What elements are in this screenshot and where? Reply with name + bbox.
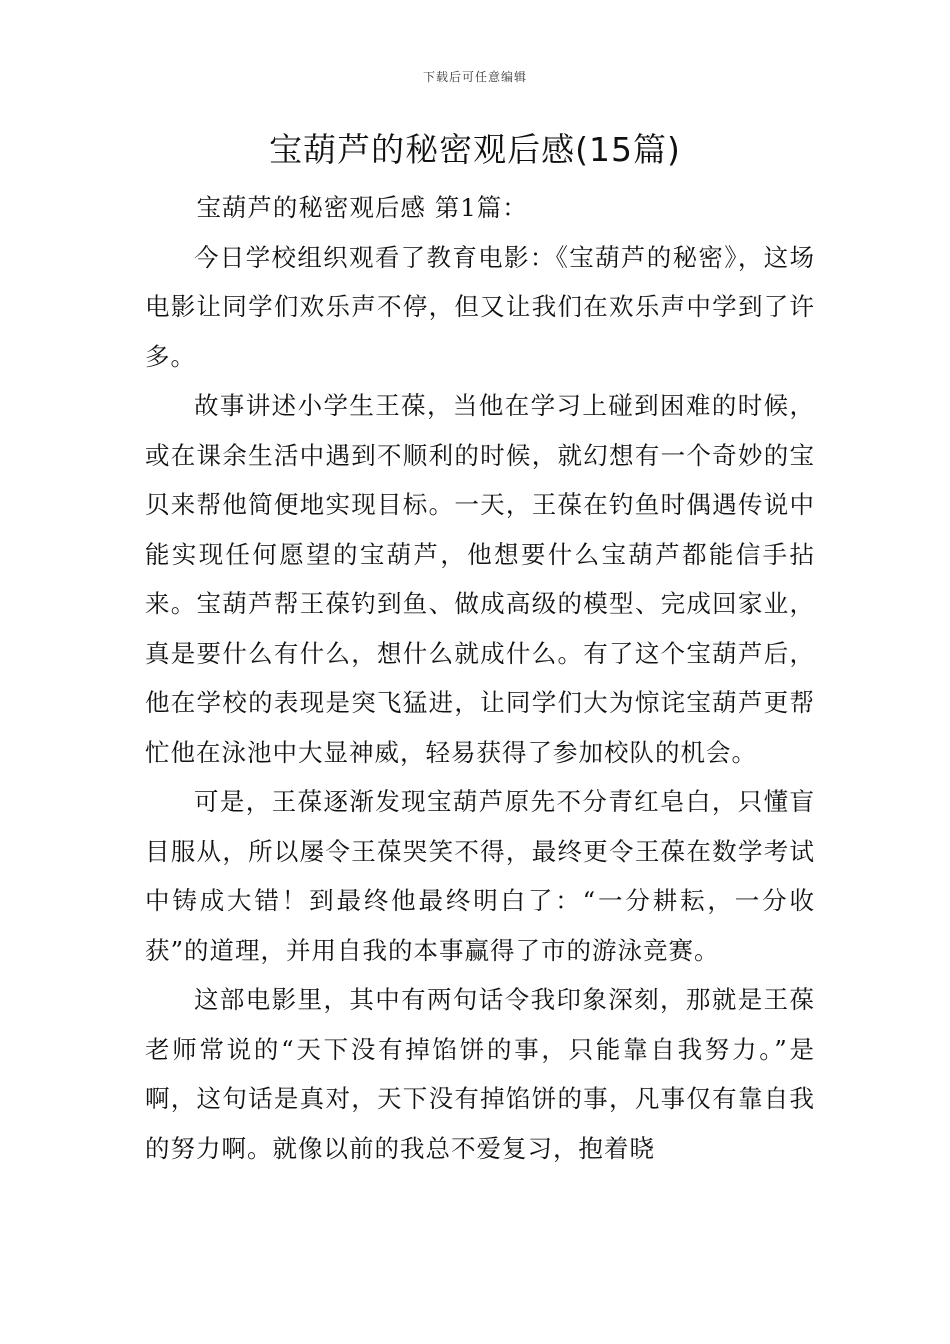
document-title: 宝葫芦的秘密观后感(15篇): [269, 130, 681, 169]
document-body: [145, 183, 815, 1173]
section-subtitle: 宝葫芦的秘密观后感 第1篇：: [196, 193, 528, 222]
paragraph-3: 可是，王葆逐渐发现宝葫芦原先不分青红皂白，只懂盲目服从，所以屡令王葆哭笑不得，最终更令王葆在数学考试中铸成大错！到最终他最终明白了：“一分耕耘，一分收获”的道理，并用自我的本事赢得了市的游泳竞赛。: [145, 787, 815, 965]
paragraph-4: 这部电影里，其中有两句话令我印象深刻，那就是王葆老师常说的“天下没有掉馅饼的事，只能靠自我努力。”是啊，这句话是真对，天下没有掉馅饼的事，凡事仅有靠自我的努力啊。就像以前的我总不爱复习，抱着晓: [145, 985, 815, 1163]
header-note: 下载后可任意编辑: [422, 70, 527, 84]
paragraph-1: 今日学校组织观看了教育电影：《宝葫芦的秘密》，这场电影让同学们欢乐声不停，但又让我们在欢乐声中学到了许多。: [145, 242, 815, 371]
paragraph-2: 故事讲述小学生王葆，当他在学习上碰到困难的时候，或在课余生活中遇到不顺利的时候，就幻想有一个奇妙的宝贝来帮他简便地实现目标。一天，王葆在钓鱼时偶遇传说中能实现任何愿望的宝葫芦，他想要什么宝葫芦都能信手拈来。宝葫芦帮王葆钓到鱼、做成高级的模型、完成回家业，真是要什么有什么，想什么就成什么。有了这个宝葫芦后，他在学校的表现是突飞猛进，让同学们大为惊诧宝葫芦更帮忙他在泳池中大显神威，轻易获得了参加校队的机会。: [145, 391, 815, 767]
